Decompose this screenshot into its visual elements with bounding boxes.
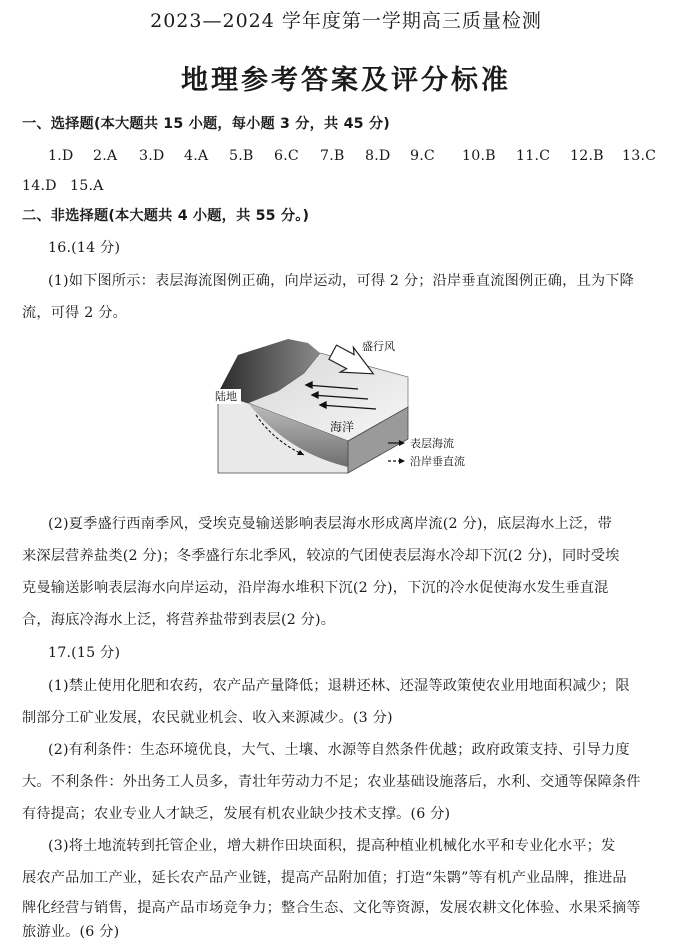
q17-p3-line: (3)将土地流转到托管企业，增大耕作田块面积，提高种植业机械化水平和专业化水平；发 <box>48 838 616 854</box>
mc-answer: 3.D <box>139 148 165 164</box>
exam-title: 2023—2024 学年度第一学期高三质量检测 <box>150 10 542 32</box>
mc-answer: 7.B <box>320 148 345 164</box>
q17-p3-line: 旅游业。(6 分) <box>22 924 120 940</box>
q16-title: 16.(14 分) <box>48 240 121 256</box>
q16-p2-line: (2)夏季盛行西南季风，受埃克曼输送影响表层海水形成离岸流(2 分)，底层海水上泛，带 <box>48 516 613 532</box>
q16-p1-line: (1)如下图所示：表层海流图例正确，向岸运动，可得 2 分；沿岸垂直流图例正确，且为下降 <box>48 273 635 289</box>
q16-p2-line: 克曼输送影响表层海水向岸运动，沿岸海水堆积下沉(2 分)，下沉的冷水促使海水发生垂直混 <box>22 580 609 596</box>
mc-answer: 8.D <box>365 148 391 164</box>
wind-label: 盛行风 <box>362 340 395 353</box>
mc-answer: 14.D <box>22 178 57 194</box>
mc-answer: 4.A <box>184 148 209 164</box>
mc-answer: 12.B <box>570 148 604 164</box>
land-label: 陆地 <box>215 390 237 403</box>
mc-answer: 10.B <box>462 148 496 164</box>
mc-answer: 13.C <box>622 148 657 164</box>
mc-answer: 2.A <box>93 148 118 164</box>
mc-answer: 15.A <box>70 178 104 194</box>
mc-answer: 6.C <box>274 148 299 164</box>
mc-answer: 9.C <box>410 148 435 164</box>
q17-p2-line: (2)有利条件：生态环境优良，大气、土壤、水源等自然条件优越；政府政策支持、引导力度 <box>48 742 630 758</box>
q17-p3-line: 牌化经营与销售，提高产品市场竞争力；整合生态、文化等资源，发展农耕文化体验、水果采摘等 <box>22 900 641 916</box>
q17-title: 17.(15 分) <box>48 645 121 661</box>
q17-p2-line: 有待提高；农业专业人才缺乏，发展有机农业缺少技术支撑。(6 分) <box>22 806 451 822</box>
legend-surface-label: 表层海流 <box>410 437 454 450</box>
mc-answer: 5.B <box>229 148 254 164</box>
q17-p2-line: 大。不利条件：外出务工人员多，青壮年劳动力不足；农业基础设施落后，水利、交通等保障条件 <box>22 774 641 790</box>
q17-p3-line: 展农产品加工产业，延长农产品产业链，提高产品附加值；打造“朱鹮”等有机产业品牌，推进品 <box>22 870 627 886</box>
mc-answer: 11.C <box>516 148 551 164</box>
legend-vertical-label: 沿岸垂直流 <box>410 455 465 468</box>
section1-heading: 一、选择题(本大题共 15 小题，每小题 3 分，共 45 分) <box>22 116 390 132</box>
mc-answer: 1.D <box>48 148 74 164</box>
section2-heading: 二、非选择题(本大题共 4 小题，共 55 分。) <box>22 208 310 224</box>
q16-p1-line: 流，可得 2 分。 <box>22 305 127 321</box>
ocean-current-diagram <box>208 333 508 483</box>
document-title: 地理参考答案及评分标准 <box>181 65 511 96</box>
q17-p1-line: (1)禁止使用化肥和农药，农产品产量降低；退耕还林、还湿等政策使农业用地面积减少；限 <box>48 678 630 694</box>
q16-p2-line: 来深层营养盐类(2 分)；冬季盛行东北季风，较凉的气团使表层海水冷却下沉(2 分)，同时受埃 <box>22 548 620 564</box>
q16-p2-line: 合，海底冷海水上泛，将营养盐带到表层(2 分)。 <box>22 612 336 628</box>
q17-p1-line: 制部分工矿业发展，农民就业机会、收入来源减少。(3 分) <box>22 710 393 726</box>
ocean-label: 海洋 <box>330 420 355 434</box>
